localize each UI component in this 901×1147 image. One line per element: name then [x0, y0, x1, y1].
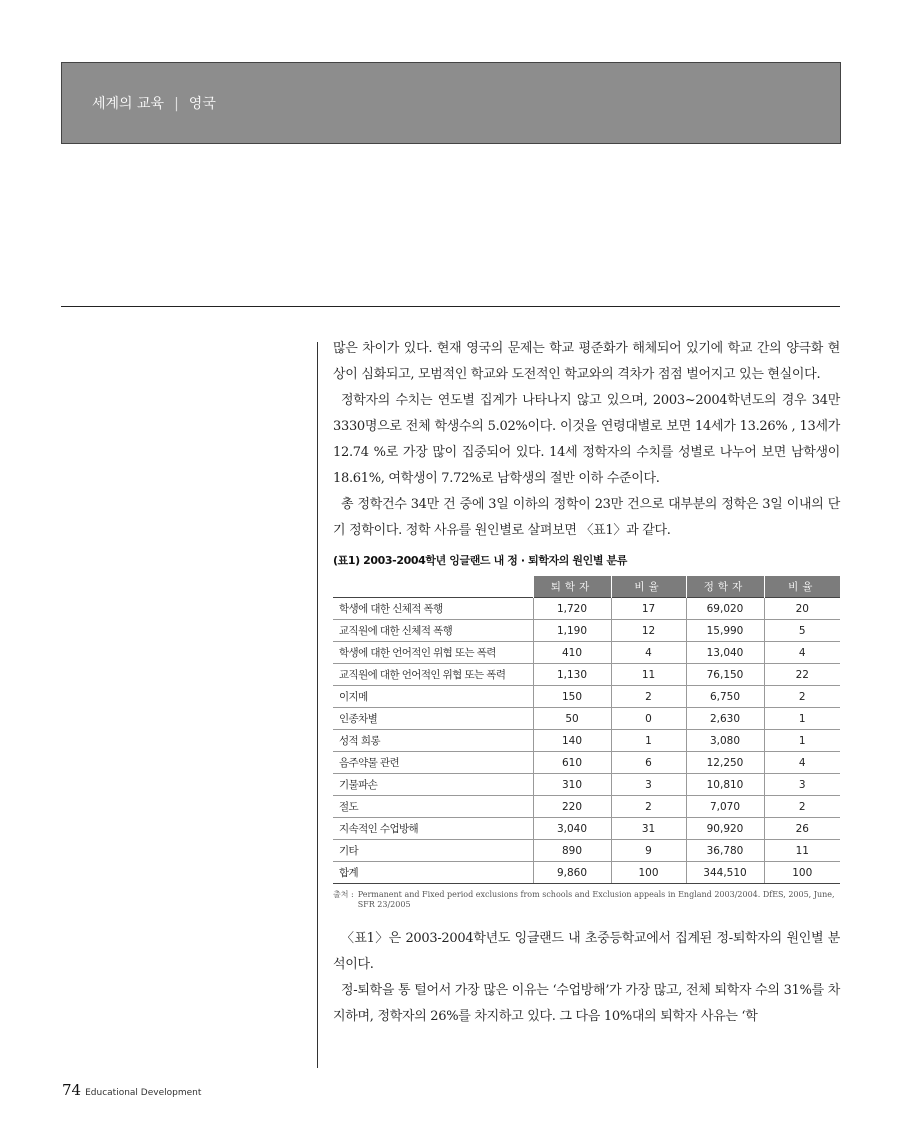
table-cell: 76,150 [686, 664, 764, 686]
margin-vertical-rule [317, 342, 318, 1068]
body-paragraph: 많은 차이가 있다. 현재 영국의 문제는 학교 평준화가 해체되어 있기에 학교 간의 양극화 현상이 심화되고, 모범적인 학교와 도전적인 학교와의 격차가 점점 벌어지고 있는 현실이다. [333, 341, 840, 382]
page-number: 74 [62, 1081, 82, 1099]
table-cell: 4 [764, 752, 840, 774]
table-cell: 12,250 [686, 752, 764, 774]
table-cell: 11 [764, 840, 840, 862]
table-cell: 220 [533, 796, 611, 818]
body-paragraph: 〈표1〉은 2003-2004학년도 잉글랜드 내 초중등학교에서 집계된 정-퇴학자의 원인별 분석이다. [333, 931, 840, 972]
table-cell: 1 [764, 730, 840, 752]
table-cell: 3,040 [533, 818, 611, 840]
table-row [333, 862, 840, 884]
table-cell: 20 [764, 598, 840, 620]
article-body [333, 336, 840, 1030]
page-footer [62, 1080, 201, 1099]
body-paragraph: 정학자의 수치는 연도별 집계가 나타나지 않고 있으며, 2003~2004학년도의 경우 34만 3330명으로 전체 학생수의 5.02%이다. 이것을 연령대별로 보면 14세가 13.26% , 13세가 12.74 %로 가장 많이 집중되어 있다. 14세 정학자의 수치를 성별로 나누어 보면 남학생이 18.61%, 여학생이 7.72%로 남학생의 절반 이하 수준이다. [333, 393, 840, 486]
table-cell: 36,780 [686, 840, 764, 862]
horizontal-rule [61, 306, 840, 307]
table-row [333, 708, 840, 730]
table-body [333, 598, 840, 884]
table-cell: 50 [533, 708, 611, 730]
table-cell: 90,920 [686, 818, 764, 840]
table-cell: 1,190 [533, 620, 611, 642]
table-cell: 2,630 [686, 708, 764, 730]
table-cell: 6 [611, 752, 686, 774]
table-cell: 1 [611, 730, 686, 752]
country-title: 영국 [188, 96, 216, 112]
table-source [333, 890, 840, 910]
table-cell: 344,510 [686, 862, 764, 884]
table-row [333, 620, 840, 642]
table-cell: 9 [611, 840, 686, 862]
table-cell: 1 [764, 708, 840, 730]
row-label: 절도 [333, 796, 533, 818]
table-row [333, 796, 840, 818]
row-label: 교직원에 대한 언어적인 위협 또는 폭력 [333, 664, 533, 686]
table-cell: 69,020 [686, 598, 764, 620]
table-cell: 2 [611, 686, 686, 708]
row-label: 학생에 대한 신체적 폭행 [333, 598, 533, 620]
table-cell: 13,040 [686, 642, 764, 664]
section-title: 세계의 교육 [92, 96, 165, 112]
section-header [92, 93, 216, 113]
table-cell: 610 [533, 752, 611, 774]
table-cell: 3 [611, 774, 686, 796]
row-label: 인종차별 [333, 708, 533, 730]
table-cell: 100 [611, 862, 686, 884]
table-row [333, 752, 840, 774]
table-cell: 6,750 [686, 686, 764, 708]
body-paragraph: 총 정학건수 34만 건 중에 3일 이하의 정학이 23만 건으로 대부분의 정학은 3일 이내의 단기 정학이다. 정학 사유를 원인별로 살펴보면 〈표1〉과 같다. [333, 497, 840, 538]
header-separator: | [174, 96, 179, 112]
row-label: 학생에 대한 언어적인 위협 또는 폭력 [333, 642, 533, 664]
table-cell: 2 [611, 796, 686, 818]
table-cell: 9,860 [533, 862, 611, 884]
table-row [333, 598, 840, 620]
row-label: 기물파손 [333, 774, 533, 796]
table-cell: 100 [764, 862, 840, 884]
row-label: 음주약물 관련 [333, 752, 533, 774]
row-label: 교직원에 대한 신체적 폭행 [333, 620, 533, 642]
table-row [333, 686, 840, 708]
table-header-cell: 정학자 [686, 576, 764, 598]
table-cell: 150 [533, 686, 611, 708]
table-cell: 4 [764, 642, 840, 664]
row-label: 이지메 [333, 686, 533, 708]
table-header-row [333, 576, 840, 598]
table-header-cell: 비율 [764, 576, 840, 598]
table-cell: 310 [533, 774, 611, 796]
table-cell: 4 [611, 642, 686, 664]
publication-name: Educational Development [85, 1088, 202, 1098]
table-row [333, 818, 840, 840]
table-cell: 410 [533, 642, 611, 664]
table-title: (표1) 2003-2004학년 잉글랜드 내 정 · 퇴학자의 원인별 분류 [333, 554, 627, 567]
table-cell: 3,080 [686, 730, 764, 752]
table-cell: 10,810 [686, 774, 764, 796]
table-header-cell: 퇴학자 [533, 576, 611, 598]
table-cell: 11 [611, 664, 686, 686]
table-cell: 31 [611, 818, 686, 840]
table-row [333, 664, 840, 686]
table-cell: 3 [764, 774, 840, 796]
table-cell: 0 [611, 708, 686, 730]
table-cell: 22 [764, 664, 840, 686]
table-cell: 2 [764, 796, 840, 818]
table-cell: 7,070 [686, 796, 764, 818]
body-paragraph: 정-퇴학을 통 털어서 가장 많은 이유는 ‘수업방해’가 가장 많고, 전체 퇴학자 수의 31%를 차지하며, 정학자의 26%를 차지하고 있다. 그 다음 10%대의 퇴학자 사유는 ‘학 [333, 983, 840, 1024]
table-cell: 1,130 [533, 664, 611, 686]
source-label: 출처 : [333, 890, 354, 899]
table-cell: 17 [611, 598, 686, 620]
row-label: 지속적인 수업방해 [333, 818, 533, 840]
exclusion-table [333, 576, 840, 884]
row-label: 기타 [333, 840, 533, 862]
section-header-band [61, 62, 841, 144]
table-row [333, 774, 840, 796]
table-header-blank [333, 576, 533, 598]
table-row [333, 730, 840, 752]
table-row [333, 840, 840, 862]
table-cell: 140 [533, 730, 611, 752]
table-cell: 12 [611, 620, 686, 642]
table-cell: 26 [764, 818, 840, 840]
table-cell: 5 [764, 620, 840, 642]
table-header-cell: 비율 [611, 576, 686, 598]
source-text: Permanent and Fixed period exclusions from schools and Exclusion appeals in England 2003/2004. DfES, 2005, June, SFR 23/2005 [357, 890, 835, 909]
table-cell: 890 [533, 840, 611, 862]
table-row [333, 642, 840, 664]
row-label: 합계 [333, 862, 533, 884]
row-label: 성적 희롱 [333, 730, 533, 752]
table-cell: 2 [764, 686, 840, 708]
table-cell: 15,990 [686, 620, 764, 642]
table-cell: 1,720 [533, 598, 611, 620]
